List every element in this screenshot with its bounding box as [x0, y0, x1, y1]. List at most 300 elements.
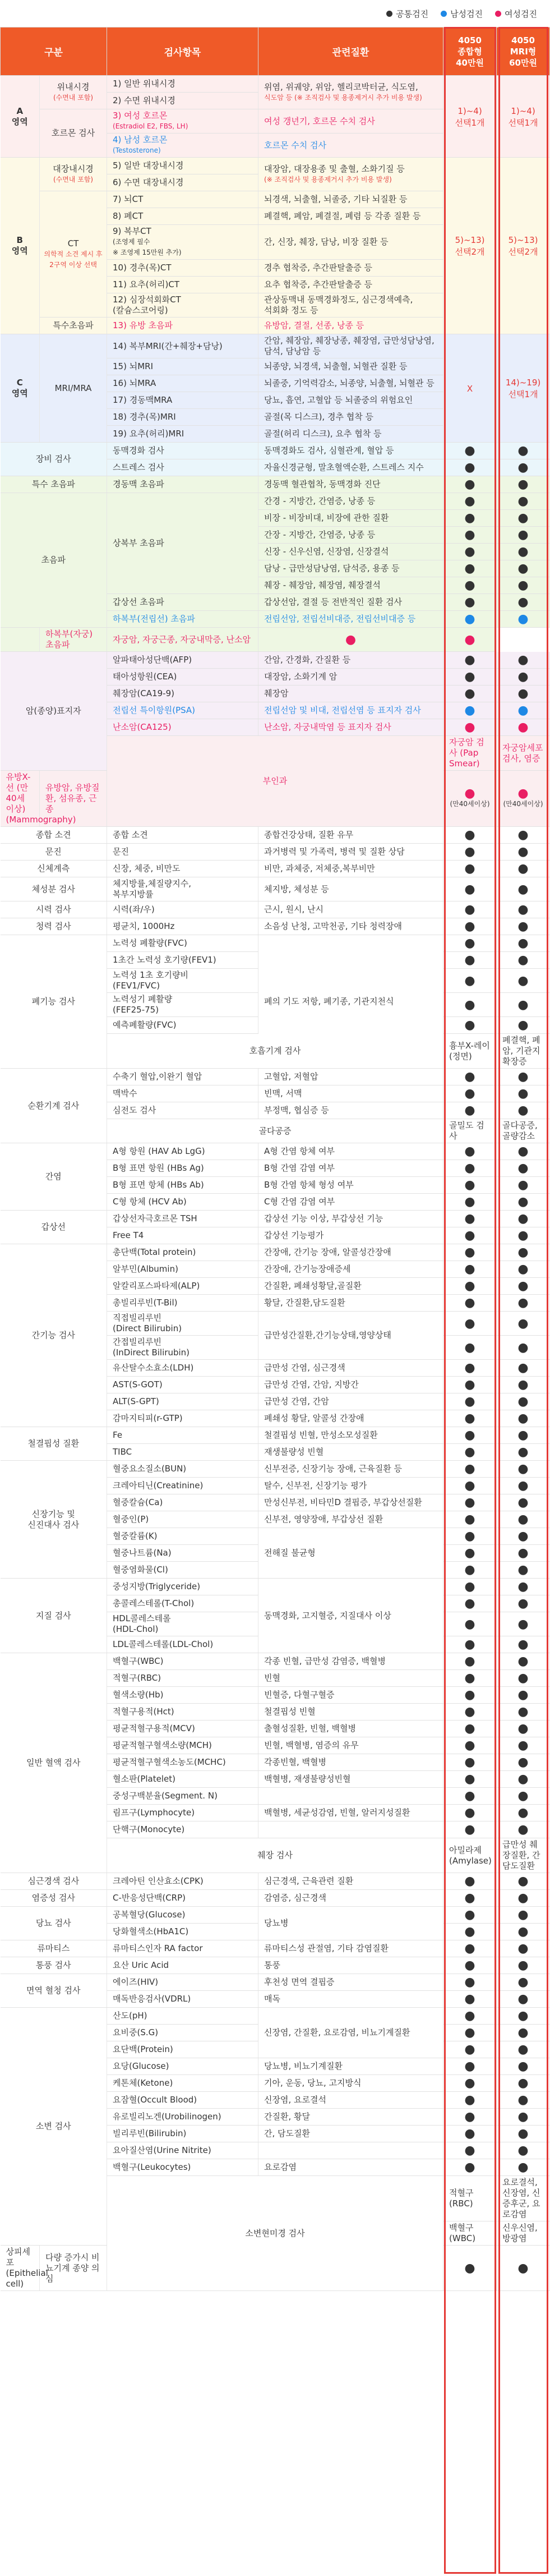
included-dot-icon: ● — [464, 1340, 475, 1355]
cell-text: 빈혈, 백혈병, 염증의 유무 — [264, 1740, 359, 1750]
included-dot-icon: ● — [517, 2261, 529, 2275]
option-mri-cell — [497, 935, 550, 952]
option-comprehensive-cell — [443, 1336, 497, 1360]
cell-text: 급만성 간염, 심근경색 — [264, 1363, 345, 1373]
cell-text: 골다공증 — [258, 1125, 292, 1136]
disease-cell — [258, 375, 443, 392]
disease-cell — [258, 1360, 443, 1377]
cell-text: 상피세포(Epithelial cell) — [6, 2247, 48, 2289]
included-dot-icon: ● — [464, 862, 475, 876]
included-dot-icon: ● — [464, 1654, 475, 1668]
cell-text: 신부전증, 신장기능 장애, 근육질환 등 — [264, 1464, 402, 1474]
cell-text: 알부민(Albumin) — [113, 1264, 178, 1274]
option-mri-cell — [497, 476, 550, 493]
option-mri-cell — [497, 1687, 550, 1704]
option-mri-cell — [497, 2092, 550, 2109]
option-mri-cell — [497, 2075, 550, 2092]
option-comprehensive-cell — [443, 1653, 497, 1670]
included-dot-icon: ● — [464, 612, 475, 626]
disease-cell — [258, 392, 443, 409]
cell-text: 각종 빈혈, 급만성 감염증, 백혈병 — [264, 1656, 386, 1666]
test-item-cell — [107, 1562, 258, 1579]
included-dot-icon: ● — [464, 1378, 475, 1392]
cell-text: 간장 - 지방간, 간염증, 낭종 등 — [264, 530, 376, 540]
included-dot-icon: ● — [464, 2059, 475, 2073]
table-row — [1, 918, 550, 935]
test-item-cell — [107, 686, 258, 702]
test-item-cell — [107, 1821, 258, 1838]
legend-male: 남성검진 — [441, 8, 483, 20]
cell-text: 신장염, 요로결석 — [264, 2095, 326, 2105]
test-item-cell — [107, 174, 258, 191]
included-dot-icon: ● — [517, 444, 529, 458]
header-item: 검사항목 — [107, 27, 258, 76]
cell-text: 만성신부전, 비타민D 결핍증, 부갑상선질환 — [264, 1497, 422, 1507]
test-item-cell — [107, 191, 258, 208]
cell-text: 신장기능 및 신진대사 검사 — [27, 1508, 80, 1530]
cell-text: 요추 협착증, 추간판탈출증 등 — [264, 279, 372, 289]
cell-text: 빈맥, 서맥 — [264, 1088, 302, 1098]
disease-cell — [258, 1653, 443, 1670]
included-dot-icon: ● — [517, 2110, 529, 2124]
option-comprehensive-cell — [443, 594, 497, 611]
option-comprehensive-cell — [443, 1562, 497, 1579]
cell-text: 유로빌리노겐(Urobilinogen) — [113, 2112, 221, 2122]
cell-text: 빌리루빈(Bilirubin) — [113, 2128, 187, 2138]
disease-cell — [258, 1377, 443, 1393]
option-comprehensive-cell — [443, 1687, 497, 1704]
included-dot-icon: ● — [464, 786, 475, 801]
option-comprehensive-cell — [443, 952, 497, 969]
option-mri-cell — [497, 1805, 550, 1821]
disease-cell — [497, 1838, 550, 1873]
test-item-cell — [107, 1788, 258, 1805]
included-dot-icon: ● — [464, 1195, 475, 1209]
cell-text: 요로결석, 신장염, 신증후군, 요로감염 — [502, 2177, 540, 2219]
cell-text: 17) 경동맥MRA — [113, 395, 173, 405]
cell-text: 혈중칼슘(Ca) — [113, 1497, 163, 1507]
included-dot-icon: ● — [517, 903, 529, 917]
cell-text: 특수초음파 — [53, 320, 94, 330]
cell-text: 흉부X-레이(정면) — [449, 1040, 490, 1061]
cell-text: 직접빌리루빈 (Direct Bilirubin) — [113, 1313, 182, 1333]
option-comprehensive-cell — [443, 577, 497, 594]
cell-text: 시력(좌/우) — [113, 904, 155, 914]
cell-text: 과거병력 및 가족력, 병력 및 질환 상담 — [264, 847, 405, 857]
cell-text: 갑상선 — [41, 1222, 66, 1232]
cell-text: 유방X-선 (만40세 이상) (Mammography) — [6, 772, 76, 825]
table-row — [1, 158, 550, 174]
option-mri-cell — [497, 1788, 550, 1805]
cell-text: 당화혈색소(HbA1C) — [113, 1926, 189, 1936]
included-dot-icon: ● — [464, 1496, 475, 1510]
disease-cell — [258, 861, 443, 877]
included-dot-icon: ● — [464, 2026, 475, 2040]
option-mri-cell — [443, 628, 497, 652]
cell-text: 급만성간질환,간기능상태,영양상태 — [264, 1330, 391, 1340]
disease-cell — [258, 901, 443, 918]
included-dot-icon: ● — [517, 1161, 529, 1175]
disease-cell — [258, 260, 443, 277]
category-cell — [1, 901, 107, 918]
category-cell — [1, 652, 107, 771]
cell-text: 평균적혈구혈색소농도(MCHC) — [113, 1757, 226, 1767]
option-mri-cell — [497, 1737, 550, 1754]
option-comprehensive-cell — [443, 1579, 497, 1595]
category-cell — [107, 2176, 443, 2291]
test-item-cell — [107, 952, 258, 969]
included-dot-icon: ● — [464, 1070, 475, 1084]
included-dot-icon: ● — [517, 511, 529, 525]
option-value: 5)~13) 선택2개 — [508, 235, 538, 257]
option-comprehensive-cell — [443, 1704, 497, 1721]
category-cell — [1, 1907, 107, 1940]
cell-text: 매독 — [264, 1994, 280, 2004]
cell-text: 대장내시경 — [53, 163, 94, 174]
cell-text: 갑상선암, 결절 등 전반적인 질환 검사 — [264, 597, 402, 607]
option-comprehensive-cell — [443, 719, 497, 736]
included-dot-icon: ● — [464, 545, 475, 559]
cell-text: LDL콜레스테롤(LDL-Chol) — [113, 1639, 214, 1649]
test-item-cell — [107, 208, 258, 225]
included-dot-icon: ● — [464, 1563, 475, 1577]
option-comprehensive-cell — [443, 2008, 497, 2025]
disease-cell — [258, 1177, 443, 1194]
option-mri-cell — [497, 771, 550, 827]
cell-text: 적혈구(RBC) — [113, 1673, 161, 1683]
included-dot-icon: ● — [517, 1891, 529, 1905]
included-dot-icon: ● — [517, 1688, 529, 1702]
cell-text: 대장암, 소화기계 암 — [264, 671, 338, 682]
cell-text: 간접빌리루빈 (InDirect Bilirubin) — [113, 1337, 190, 1358]
cell-text: 12) 심장석회화CT (칼슘스코어링) — [113, 295, 181, 315]
option-mri-cell — [497, 1377, 550, 1393]
included-dot-icon: ● — [464, 1512, 475, 1526]
included-dot-icon: ● — [517, 494, 529, 508]
included-dot-icon: ● — [464, 828, 475, 842]
cell-text: 9) 복부CT — [113, 226, 151, 236]
category-cell — [1, 1427, 107, 1461]
option-mri-cell — [497, 544, 550, 560]
test-item-cell — [107, 918, 258, 935]
disease-cell — [497, 2176, 550, 2221]
category-cell — [1, 918, 107, 935]
option-comprehensive-cell — [443, 1069, 497, 1085]
test-item-cell — [107, 827, 258, 844]
included-dot-icon: ● — [517, 1229, 529, 1243]
test-item-cell — [107, 1143, 258, 1160]
included-dot-icon: ● — [517, 687, 529, 701]
cell-text: 아밀라제 (Amylase) — [449, 1844, 492, 1866]
option-comprehensive-cell — [443, 1545, 497, 1562]
included-dot-icon: ● — [464, 1296, 475, 1310]
included-dot-icon: ● — [517, 2009, 529, 2023]
area-cell — [1, 628, 40, 652]
cell-text: 골절(허리 디스크), 요추 협착 등 — [264, 429, 382, 439]
table-row — [1, 334, 550, 358]
test-item-cell — [107, 392, 258, 409]
test-item-cell — [107, 409, 258, 426]
cell-text: 빈혈 — [264, 1673, 280, 1683]
cell-text: 간암, 간경화, 간질환 등 — [264, 655, 351, 665]
cell-text: 노력성 1초 호기량비 (FEV1/FVC) — [113, 970, 189, 991]
test-item-cell — [107, 76, 258, 93]
test-item-cell — [107, 2142, 258, 2159]
test-item-cell — [107, 1295, 258, 1312]
test-item-cell — [107, 1278, 258, 1295]
cell-text: ALT(S-GPT) — [113, 1396, 159, 1406]
disease-cell — [258, 225, 443, 260]
legend — [0, 0, 549, 27]
option-mri-cell — [497, 459, 550, 476]
category-note: (수면내 포함) — [53, 93, 94, 102]
disease-cell — [497, 1034, 550, 1069]
option-mri-cell — [497, 1295, 550, 1312]
option-comprehensive-cell — [443, 443, 497, 459]
cell-text: 동맥경화, 고지혈증, 지질대사 이상 — [264, 1610, 391, 1621]
cell-text: 혈중염화물(Cl) — [113, 1565, 168, 1575]
cell-text: 뇌경색, 뇌출혈, 뇌졸중, 기타 뇌질환 등 — [264, 194, 408, 204]
cell-text: 혈중칼륨(K) — [113, 1531, 158, 1541]
included-dot-icon: ● — [517, 2143, 529, 2158]
test-item-cell — [443, 1119, 497, 1143]
option-comprehensive-cell — [443, 1410, 497, 1427]
cell-text: HDL콜레스테롤 (HDL-Chol) — [113, 1613, 171, 1634]
cell-text: 폐쇄성 황달, 알콜성 간장애 — [264, 1413, 364, 1423]
option-comprehensive-cell — [443, 2041, 497, 2058]
included-dot-icon: ● — [517, 1789, 529, 1803]
option-mri-cell — [497, 1312, 550, 1336]
cell-text: 유방암, 결절, 선종, 낭종 등 — [264, 320, 364, 330]
included-dot-icon: ● — [464, 2009, 475, 2023]
test-item-cell — [107, 476, 258, 493]
table-row — [1, 844, 550, 861]
option-mri-cell — [497, 1924, 550, 1940]
test-item-cell — [107, 2092, 258, 2109]
cell-text: 18) 경추(목)MRI — [113, 412, 176, 422]
cell-text: 순환기계 검사 — [27, 1100, 80, 1111]
disease-cell — [258, 1085, 443, 1102]
option-mri-cell — [497, 1670, 550, 1687]
option-mri-cell — [497, 493, 550, 510]
option-comprehensive-cell — [443, 686, 497, 702]
disease-cell — [258, 1444, 443, 1461]
cell-text: B 영역 — [11, 235, 28, 256]
cell-text: 간질환, 황달 — [264, 2112, 311, 2122]
table-row — [1, 1143, 550, 1160]
disease-cell — [258, 409, 443, 426]
cell-text: 호흡기계 검사 — [249, 1046, 301, 1056]
disease-cell — [258, 844, 443, 861]
test-item-cell — [107, 2041, 258, 2058]
included-dot-icon: ● — [517, 1340, 529, 1355]
included-dot-icon: ● — [464, 528, 475, 542]
option-mri-cell — [497, 1528, 550, 1545]
common-dot-icon — [386, 11, 392, 17]
option-mri-cell — [497, 1244, 550, 1261]
disease-cell — [258, 652, 443, 669]
included-dot-icon: ● — [517, 1617, 529, 1631]
disease-cell — [258, 358, 443, 375]
disease-cell — [258, 134, 443, 158]
included-dot-icon: ● — [517, 1445, 529, 1459]
cell-text: 소음성 난청, 고막천공, 기타 청력장애 — [264, 921, 402, 931]
included-dot-icon: ● — [517, 1479, 529, 1493]
disease-cell — [258, 493, 443, 510]
test-item-cell — [107, 1085, 258, 1102]
category-cell — [107, 1119, 443, 1143]
cell-text: 후천성 면역 결핍증 — [264, 1977, 335, 1987]
disease-cell — [258, 1528, 443, 1579]
category-cell — [40, 191, 107, 318]
included-dot-icon: ● — [517, 1992, 529, 2006]
option-comprehensive-cell — [443, 1907, 497, 1924]
disease-cell — [258, 577, 443, 594]
included-dot-icon: ● — [517, 1411, 529, 1425]
cell-text: 4) 남성 호르몬 — [113, 135, 168, 145]
category-cell — [1, 877, 107, 901]
included-dot-icon: ● — [464, 1316, 475, 1331]
option-comprehensive-cell — [443, 1991, 497, 2008]
option-comprehensive-cell — [443, 2142, 497, 2159]
cell-text: 난소암(CA125) — [113, 722, 172, 732]
included-dot-icon: ● — [345, 632, 357, 647]
included-dot-icon: ● — [464, 477, 475, 491]
cell-text: Free T4 — [113, 1230, 144, 1240]
cell-text: 관상동맥내 동맥경화정도, 심근경색예측, 석회화 정도 등 — [264, 295, 413, 315]
disease-cell — [258, 1754, 443, 1771]
option-mri-cell — [497, 1017, 550, 1034]
cell-text: 위염, 위궤양, 위암, 헬리코박터균, 식도염, — [264, 81, 418, 92]
included-dot-icon: ● — [517, 1942, 529, 1956]
disease-cell — [258, 594, 443, 611]
option-comprehensive-cell — [443, 1805, 497, 1821]
option-value: 14)~19) 선택1개 — [505, 378, 541, 399]
cell-text: 신부전, 영양장애, 부갑상선 질환 — [264, 1514, 383, 1524]
cell-text: 심근경색, 근육관련 질환 — [264, 1876, 354, 1886]
included-dot-icon: ● — [517, 845, 529, 859]
included-dot-icon: ● — [464, 1925, 475, 1939]
cell-text: 신체계측 — [37, 863, 70, 873]
included-dot-icon: ● — [517, 919, 529, 933]
included-dot-icon: ● — [517, 1958, 529, 1972]
test-item-cell — [107, 669, 258, 686]
option-comprehensive-cell — [443, 771, 497, 827]
test-item-cell — [107, 1704, 258, 1721]
cell-text: 신장, 체중, 비만도 — [113, 863, 181, 873]
option-mri-cell — [497, 1704, 550, 1721]
category-note: 의학적 소견 제시 후 2구역 이상 선택 — [44, 250, 103, 269]
disease-cell — [258, 1940, 443, 1957]
cell-text: 요단백(Protein) — [113, 2044, 173, 2054]
option-comprehensive-cell — [443, 1312, 497, 1336]
cell-text: 시력 검사 — [35, 904, 71, 914]
option-mri-cell — [497, 577, 550, 594]
cell-text: 폐결핵, 폐암, 폐결절, 폐렴 등 각종 질환 등 — [264, 211, 421, 221]
option-comprehensive-cell — [443, 1595, 497, 1612]
cell-text: 중성지방(Triglyceride) — [113, 1581, 201, 1591]
cell-text: 다량 증가시 비뇨기계 종양 의심 — [45, 2252, 100, 2284]
test-item-cell — [107, 1312, 258, 1336]
included-dot-icon: ● — [464, 1958, 475, 1972]
cell-text: 폐의 기도 저항, 폐기종, 기관지천식 — [264, 996, 394, 1006]
test-item-cell — [107, 1805, 258, 1821]
option-comprehensive-cell — [443, 1771, 497, 1788]
included-dot-icon: ● — [517, 720, 529, 734]
option-comprehensive-cell — [443, 1393, 497, 1410]
included-dot-icon: ● — [464, 882, 475, 896]
cell-text: 신장염, 간질환, 요로감염, 비뇨기계질환 — [264, 2027, 410, 2037]
test-item-cell — [107, 1211, 258, 1227]
option-comprehensive-cell — [258, 628, 443, 652]
option-mri-cell — [497, 1143, 550, 1160]
test-item-cell — [107, 2058, 258, 2075]
option-mri-cell — [497, 560, 550, 577]
option-mri-cell — [497, 1461, 550, 1478]
test-item-cell — [107, 2008, 258, 2025]
test-item-cell — [107, 1737, 258, 1754]
included-dot-icon: ● — [517, 1195, 529, 1209]
included-dot-icon: ● — [517, 1512, 529, 1526]
category-cell — [1, 1653, 107, 1873]
option-mri-cell — [497, 719, 550, 736]
test-item-cell — [443, 736, 497, 771]
option-mri-cell — [497, 652, 550, 669]
included-dot-icon: ● — [517, 595, 529, 609]
included-dot-icon: ● — [517, 528, 529, 542]
disease-cell — [258, 1788, 443, 1805]
included-dot-icon: ● — [464, 1975, 475, 1989]
option-note: (만40세이상) — [503, 799, 543, 808]
option-mri-cell — [497, 1612, 550, 1636]
test-item-cell — [1, 2246, 48, 2291]
table-row — [1, 1653, 550, 1670]
option-comprehensive-cell — [443, 1788, 497, 1805]
option-mri-cell — [497, 1444, 550, 1461]
option-mri-cell — [497, 2126, 550, 2142]
area-cell — [1, 158, 40, 334]
included-dot-icon: ● — [517, 1103, 529, 1117]
cell-text: 청력 검사 — [35, 921, 71, 931]
disease-cell — [258, 1227, 443, 1244]
cell-text: 혈중요소질소(BUN) — [113, 1464, 187, 1474]
cell-text: 폐기능 검사 — [31, 996, 75, 1006]
disease-cell — [258, 1410, 443, 1427]
cell-text: 위내시경 — [57, 81, 90, 92]
cell-text: C-반응성단백(CRP) — [113, 1893, 186, 1903]
cell-text: 탈수, 신부전, 신장기능 평가 — [264, 1480, 367, 1491]
cell-text: 1초간 노력성 호기량(FEV1) — [113, 955, 216, 965]
cell-text: 2) 수면 위내시경 — [113, 95, 175, 105]
included-dot-icon: ● — [464, 1229, 475, 1243]
option-comprehensive-cell — [443, 1528, 497, 1545]
disease-note: (※ 조직검사 및 용종제거시 추가 비용 발생) — [264, 175, 392, 183]
cell-text: 적혈구용적(Hct) — [113, 1706, 174, 1717]
header-disease: 관련질환 — [258, 27, 443, 76]
cell-text: 태아성항원(CEA) — [113, 671, 177, 682]
included-dot-icon: ● — [517, 1874, 529, 1888]
cell-text: 하복부(전립선) 초음파 — [113, 614, 195, 624]
table-row — [1, 1890, 550, 1907]
item-note: (Testosterone) — [113, 146, 161, 154]
included-dot-icon: ● — [517, 1496, 529, 1510]
option-comprehensive-cell — [443, 527, 497, 544]
cell-text: 심전도 검사 — [113, 1105, 156, 1115]
option-mri-cell — [497, 1261, 550, 1278]
cell-text: 췌장 - 췌장암, 췌장염, 췌장결석 — [264, 580, 381, 590]
category-cell — [107, 1034, 443, 1069]
disease-cell — [258, 109, 443, 134]
